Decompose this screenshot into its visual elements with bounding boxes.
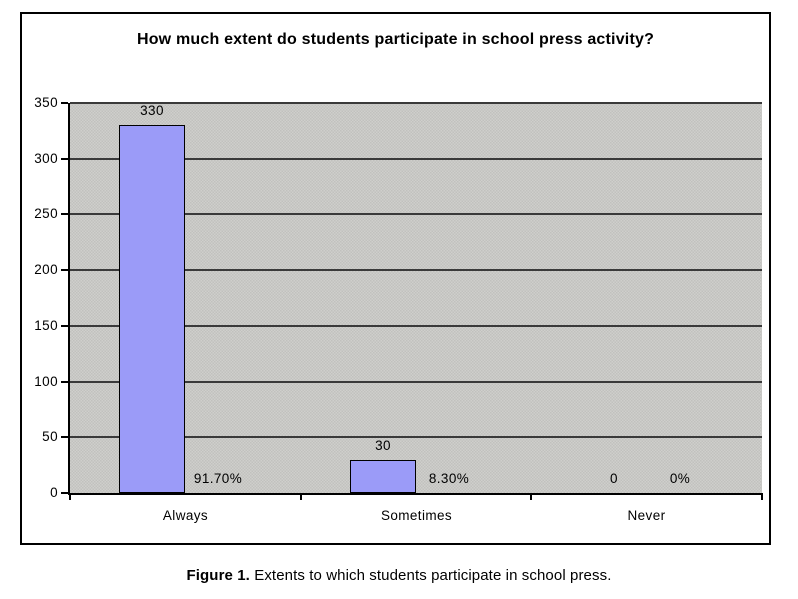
y-tick — [61, 492, 68, 494]
y-tick — [61, 436, 68, 438]
figure-caption-label: Figure 1. — [186, 567, 250, 584]
y-tick-label: 100 — [34, 373, 58, 389]
bar-value-label: 330 — [140, 103, 164, 118]
figure-caption-text: Extents to which students participate in school press. — [254, 567, 612, 584]
y-tick-label: 50 — [42, 429, 58, 445]
x-axis-category-label: Always — [162, 508, 209, 523]
bar-sometimes — [350, 460, 416, 493]
y-tick-label: 150 — [34, 317, 58, 333]
y-tick-label: 350 — [34, 95, 58, 110]
y-tick — [61, 269, 68, 271]
y-tick — [61, 158, 68, 160]
chart-frame — [20, 12, 771, 545]
x-axis-line — [68, 493, 762, 495]
y-tick-label: 0 — [50, 485, 58, 500]
y-tick — [61, 102, 68, 104]
bar-always — [119, 125, 185, 493]
y-tick — [61, 325, 68, 327]
bar-value-label: 30 — [375, 438, 391, 453]
x-axis-category-label: Never — [627, 508, 666, 523]
x-axis-category-label: Sometimes — [380, 508, 453, 523]
y-axis-line — [68, 103, 70, 495]
percent-label: 8.30% — [428, 471, 470, 486]
plot-area — [34, 95, 762, 523]
y-tick-label: 300 — [34, 150, 58, 166]
percent-label: 0% — [669, 471, 691, 486]
percent-label: 91.70% — [193, 471, 243, 486]
y-tick-label: 250 — [34, 206, 58, 222]
chart-title: How much extent do students participate in school press activity? — [136, 31, 655, 48]
y-tick — [61, 381, 68, 383]
bar-value-label: 0 — [610, 471, 618, 486]
y-tick-label: 200 — [34, 262, 58, 278]
y-tick — [61, 213, 68, 215]
figure-caption — [0, 567, 798, 584]
